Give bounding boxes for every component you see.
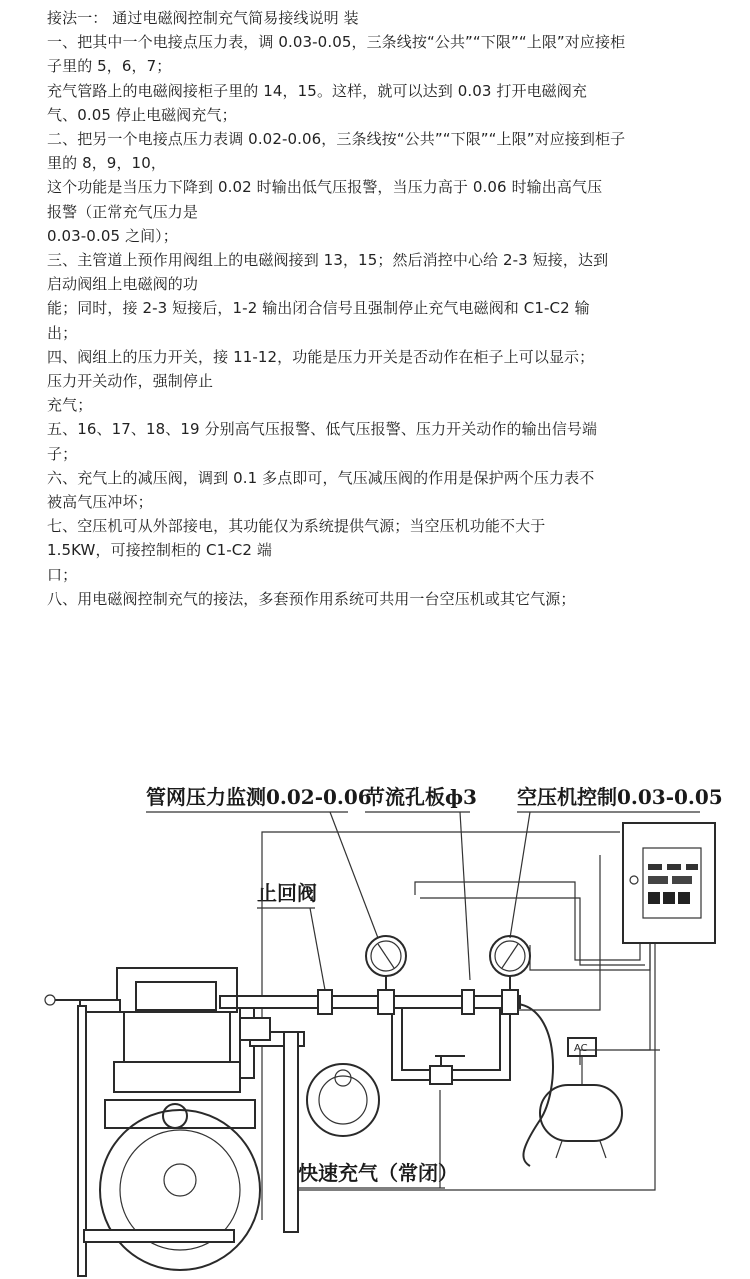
text-line: 这个功能是当压力下降到 0.02 时输出低气压报警，当压力高于 0.06 时输出高气压	[47, 178, 603, 197]
text-line: 气、0.05 停止电磁阀充气；	[47, 105, 237, 124]
ac-label: AC	[574, 1043, 588, 1054]
fast-fill-label: 快速充气（常闭）	[298, 1161, 458, 1185]
text-line: 八、用电磁阀控制充气的接法，多套预作用系统可共用一台空压机或其它气源；	[47, 589, 576, 608]
orifice-label: 节流孔板ф3	[365, 785, 477, 809]
text-line: 压力开关动作，强制停止	[47, 372, 214, 391]
text-line: 启动阀组上电磁阀的功	[47, 275, 199, 294]
control-cabinet	[623, 823, 715, 943]
text-line: 二、把另一个电接点压力表调 0.02-0.06，三条线按“公共”“下限”“上限”对应接到柜子	[47, 130, 626, 149]
text-line: 出；	[47, 323, 78, 342]
text-line: 接法一： 通过电磁阀控制充气简易接线说明 装	[47, 9, 359, 27]
compressor-control-label: 空压机控制0.03-0.05	[517, 785, 723, 809]
text-line: 六、充气上的减压阀，调到 0.1 多点即可，气压减压阀的作用是保护两个压力表不	[47, 468, 595, 487]
text-line: 里的 8，9，10，	[47, 154, 166, 173]
text-line: 三、主管道上预作用阀组上的电磁阀接到 13，15；然后消控中心给 2-3 短接，达到	[47, 251, 609, 270]
preaction-valve	[45, 968, 260, 1276]
text-line: 能；同时，接 2-3 短接后，1-2 输出闭合信号且强制停止充气电磁阀和 C1-C2 输	[47, 299, 590, 318]
text-line: 0.03-0.05 之间）；	[47, 226, 178, 245]
text-line: 子里的 5，6，7；	[47, 57, 172, 76]
text-line: 子；	[47, 444, 78, 463]
air-tank	[540, 1085, 622, 1158]
wiring-diagram	[0, 760, 750, 1279]
text-line: 一、把其中一个电接点压力表，调 0.03-0.05，三条线按“公共”“下限”“上限”对应接柜	[47, 33, 626, 52]
text-line: 1.5KW，可接控制柜的 C1-C2 端	[47, 541, 272, 560]
text-line: 五、16、17、18、19 分别高气压报警、低气压报警、压力开关动作的输出信号端	[47, 420, 598, 439]
pressure-gauge-compressor	[490, 936, 530, 996]
text-line: 四、阀组上的压力开关，接 11-12，功能是压力开关是否动作在柜子上可以显示；	[47, 347, 595, 366]
pressure-gauge-monitor	[366, 936, 406, 996]
check-valve-label: 止回阀	[257, 881, 317, 905]
text-line: 七、空压机可从外部接电，其功能仅为系统提供气源；当空压机功能不大于	[47, 517, 546, 536]
pressure-monitor-label: 管网压力监测0.02-0.06	[146, 785, 372, 809]
text-line: 充气；	[47, 396, 93, 415]
instruction-text	[47, 6, 717, 611]
text-line: 口；	[47, 565, 78, 584]
text-line: 报警（正常充气压力是	[47, 202, 199, 221]
text-line: 充气管路上的电磁阀接柜子里的 14，15。这样，就可以达到 0.03 打开电磁阀充	[47, 81, 587, 100]
text-line: 被高气压冲坏；	[47, 493, 153, 512]
pressure-switch	[307, 1064, 379, 1136]
